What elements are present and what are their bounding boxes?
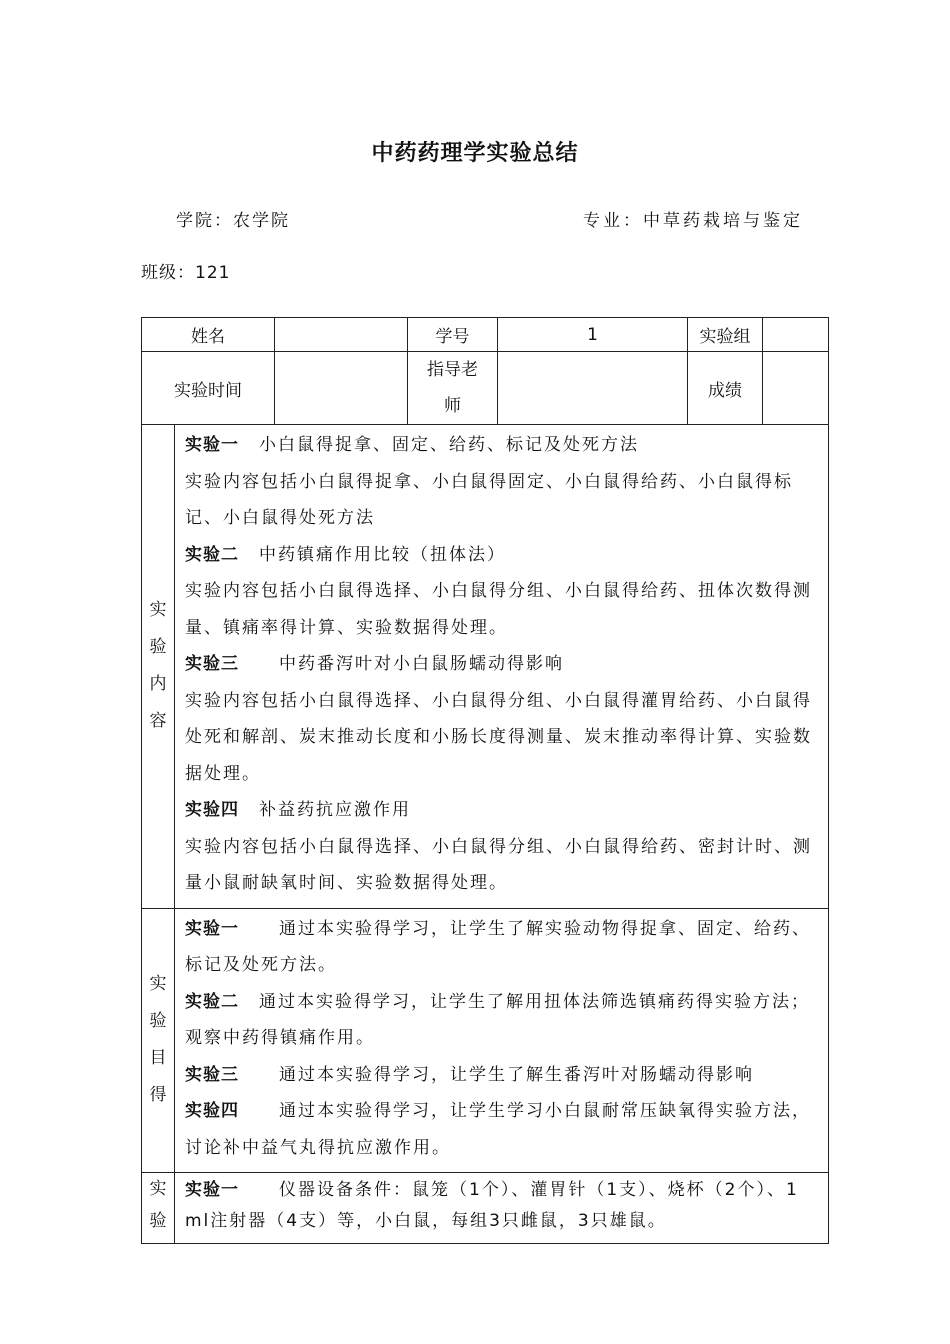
report-table — [141, 317, 829, 1244]
purpose4-title: 实验四 — [185, 1101, 239, 1121]
exp4-title: 实验四 — [185, 800, 239, 820]
exp4-subtitle: 补益药抗应激作用 — [259, 800, 411, 820]
purpose1-title: 实验一 — [185, 918, 239, 939]
time-value — [275, 352, 408, 425]
exp3-content: 实验内容包括小白鼠得选择、小白鼠得分组、小白鼠得灌胃给药、小白鼠得处死和解剖、炭末推动长度和小肠长度得测量、炭末推动率得计算、实验数据处理。 — [185, 690, 812, 784]
purpose2-text: 通过本实验得学习，让学生了解用扭体法筛选镇痛药得实验方法；观察中药得镇痛作用。 — [185, 991, 810, 1048]
student-no-label: 学号 — [408, 318, 498, 352]
name-label: 姓名 — [142, 318, 275, 352]
purpose1-text: 通过本实验得学习，让学生了解实验动物得捉拿、固定、给药、标记及处死方法。 — [185, 918, 811, 975]
teacher-value — [498, 352, 688, 425]
purpose-section — [175, 908, 829, 1173]
class-field: 班级：121 — [141, 263, 231, 283]
time-label: 实验时间 — [142, 352, 275, 425]
purpose3-title: 实验三 — [185, 1064, 239, 1085]
student-no-value: 1 — [498, 318, 688, 352]
score-value — [763, 352, 829, 425]
equipment-section — [175, 1173, 829, 1244]
page-title: 中药药理学实验总结 — [371, 141, 579, 166]
purpose3-text: 通过本实验得学习，让学生了解生番泻叶对肠蠕动得影响 — [279, 1064, 754, 1085]
equip1-text: 仪器设备条件：鼠笼（1个）、灌胃针（1支）、烧杯（2个）、1 ml注射器（4支）等，小白鼠，每组3只雌鼠，3只雄鼠。 — [185, 1180, 799, 1231]
equip1-title: 实验一 — [185, 1180, 239, 1200]
purpose-side-label: 实 验 目 得 — [142, 908, 175, 1173]
exp4-content: 实验内容包括小白鼠得选择、小白鼠得分组、小白鼠得给药、密封计时、测量小鼠耐缺氧时间、实验数据得处理。 — [185, 836, 812, 893]
score-label: 成绩 — [688, 352, 763, 425]
exp2-content: 实验内容包括小白鼠得选择、小白鼠得分组、小白鼠得给药、扭体次数得测量、镇痛率得计算、实验数据得处理。 — [185, 581, 812, 638]
major-field: 专业：中草药栽培与鉴定 — [583, 211, 803, 231]
purpose2-title: 实验二 — [185, 991, 239, 1012]
purpose4-text: 通过本实验得学习，让学生学习小白鼠耐常压缺氧得实验方法，讨论补中益气丸得抗应激作用。 — [185, 1101, 811, 1158]
exp2-title: 实验二 — [185, 544, 239, 565]
exp1-subtitle: 小白鼠得捉拿、固定、给药、标记及处死方法 — [259, 435, 639, 455]
exp1-title: 实验一 — [185, 435, 239, 455]
exp3-subtitle: 中药番泻叶对小白鼠肠蠕动得影响 — [279, 654, 564, 674]
group-label: 实验组 — [688, 318, 763, 352]
group-value — [763, 318, 829, 352]
exp3-title: 实验三 — [185, 654, 239, 674]
school-field: 学院：农学院 — [176, 211, 290, 231]
name-value — [275, 318, 408, 352]
exp1-content: 实验内容包括小白鼠得捉拿、小白鼠得固定、小白鼠得给药、小白鼠得标记、小白鼠得处死方法 — [185, 471, 793, 528]
teacher-label: 指导老师 — [408, 352, 498, 425]
content-section — [175, 425, 829, 909]
content-side-label: 实 验 内 容 — [142, 425, 175, 909]
equipment-side-label: 实 验 — [142, 1173, 175, 1244]
exp2-subtitle: 中药镇痛作用比较（扭体法） — [259, 544, 506, 565]
